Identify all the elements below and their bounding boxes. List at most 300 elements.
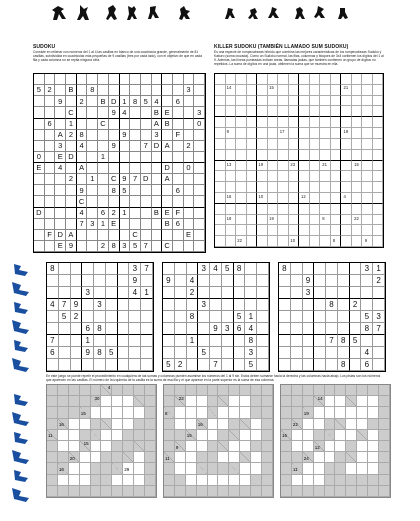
- sudoku-cell[interactable]: [234, 335, 246, 347]
- hex-cell[interactable]: [194, 208, 205, 219]
- sudoku-cell[interactable]: [71, 287, 83, 299]
- hex-cell[interactable]: [34, 185, 45, 196]
- sudoku-cell[interactable]: [106, 335, 118, 347]
- sudoku-cell[interactable]: [118, 347, 130, 359]
- killer-cell[interactable]: [226, 204, 237, 215]
- hex-cell[interactable]: C: [77, 196, 88, 207]
- sudoku-cell[interactable]: [234, 287, 246, 299]
- sudoku-cell[interactable]: 4: [361, 347, 373, 359]
- sudoku-cell[interactable]: 3: [361, 263, 373, 275]
- sudoku-cell[interactable]: 4: [245, 323, 257, 335]
- hex-cell[interactable]: [55, 196, 66, 207]
- killer-cell[interactable]: [268, 236, 279, 247]
- hex-cell[interactable]: [141, 107, 152, 118]
- killer-cell[interactable]: [299, 225, 310, 236]
- killer-cell[interactable]: [341, 74, 352, 85]
- hex-cell[interactable]: [194, 230, 205, 241]
- killer-cell[interactable]: [215, 96, 226, 107]
- hex-cell[interactable]: [120, 196, 131, 207]
- killer-cell[interactable]: [257, 215, 268, 226]
- hex-cell[interactable]: C: [130, 230, 141, 241]
- hex-cell[interactable]: [45, 185, 56, 196]
- hex-cell[interactable]: [77, 85, 88, 96]
- sudoku-cell[interactable]: 3: [373, 311, 385, 323]
- hex-cell[interactable]: E: [162, 208, 173, 219]
- hex-cell[interactable]: [184, 119, 195, 130]
- sudoku-cell[interactable]: [314, 275, 326, 287]
- kakuro-entry-cell[interactable]: [101, 430, 112, 441]
- sudoku-cell[interactable]: [106, 275, 118, 287]
- kakuro-entry-cell[interactable]: [123, 419, 134, 430]
- sudoku-cell[interactable]: [326, 263, 338, 275]
- kakuro-entry-cell[interactable]: [346, 430, 357, 441]
- killer-cell[interactable]: [373, 128, 384, 139]
- hex-cell[interactable]: 3: [184, 85, 195, 96]
- sudoku-cell[interactable]: [163, 263, 175, 275]
- hex-cell[interactable]: [141, 152, 152, 163]
- hex-cell[interactable]: [87, 208, 98, 219]
- killer-cell[interactable]: [236, 204, 247, 215]
- hex-cell[interactable]: [173, 141, 184, 152]
- sudoku-cell[interactable]: [71, 275, 83, 287]
- hex-cell[interactable]: [173, 107, 184, 118]
- killer-cell[interactable]: [352, 85, 363, 96]
- kakuro-entry-cell[interactable]: [335, 430, 346, 441]
- sudoku-cell[interactable]: 8: [279, 263, 291, 275]
- hex-cell[interactable]: [194, 241, 205, 252]
- hex-cell[interactable]: 8: [109, 241, 120, 252]
- killer-cell[interactable]: [331, 128, 342, 139]
- killer-cell[interactable]: [352, 204, 363, 215]
- sudoku-cell[interactable]: [187, 359, 199, 371]
- kakuro-entry-cell[interactable]: [197, 430, 208, 441]
- hex-cell[interactable]: [120, 85, 131, 96]
- hex-cell[interactable]: [34, 141, 45, 152]
- sudoku-cell[interactable]: [82, 311, 94, 323]
- killer-cell[interactable]: [341, 106, 352, 117]
- hex-cell[interactable]: [162, 130, 173, 141]
- kakuro-entry-cell[interactable]: [134, 475, 145, 486]
- hex-cell[interactable]: [173, 85, 184, 96]
- killer-cell[interactable]: [373, 161, 384, 172]
- hex-cell[interactable]: 5: [34, 85, 45, 96]
- killer-cell[interactable]: [278, 150, 289, 161]
- killer-cell[interactable]: [352, 150, 363, 161]
- kakuro-entry-cell[interactable]: [208, 430, 219, 441]
- killer-cell[interactable]: [215, 139, 226, 150]
- sudoku-cell[interactable]: [338, 299, 350, 311]
- killer-cell[interactable]: [310, 96, 321, 107]
- killer-cell[interactable]: [236, 128, 247, 139]
- hex-cell[interactable]: [120, 219, 131, 230]
- sudoku-cell[interactable]: [163, 347, 175, 359]
- kakuro-entry-cell[interactable]: [134, 407, 145, 418]
- killer-cell[interactable]: [331, 204, 342, 215]
- killer-cell[interactable]: [341, 204, 352, 215]
- kakuro-entry-cell[interactable]: [197, 396, 208, 407]
- killer-cell[interactable]: [299, 150, 310, 161]
- killer-cell[interactable]: [352, 236, 363, 247]
- sudoku-cell[interactable]: [141, 347, 153, 359]
- hex-cell[interactable]: 1: [98, 219, 109, 230]
- hex-cell[interactable]: E: [184, 230, 195, 241]
- hex-cell[interactable]: [152, 219, 163, 230]
- kakuro-entry-cell[interactable]: [175, 463, 186, 474]
- kakuro-entry-cell[interactable]: [357, 419, 368, 430]
- hex-cell[interactable]: E: [109, 219, 120, 230]
- hex-cell[interactable]: [194, 130, 205, 141]
- sudoku-cell[interactable]: [326, 359, 338, 371]
- kakuro-entry-cell[interactable]: [368, 452, 379, 463]
- killer-cell[interactable]: [268, 150, 279, 161]
- killer-cell[interactable]: [299, 171, 310, 182]
- sudoku-cell[interactable]: [163, 335, 175, 347]
- hex-cell[interactable]: [87, 107, 98, 118]
- killer-cell[interactable]: [289, 96, 300, 107]
- sudoku-cell[interactable]: 2: [373, 275, 385, 287]
- sudoku-cell[interactable]: [291, 311, 303, 323]
- killer-cell[interactable]: [236, 74, 247, 85]
- sudoku-cell[interactable]: [350, 287, 362, 299]
- hex-cell[interactable]: B: [98, 96, 109, 107]
- killer-cell[interactable]: [320, 85, 331, 96]
- sudoku-cell[interactable]: [71, 347, 83, 359]
- sudoku-cell[interactable]: 4: [187, 275, 199, 287]
- sudoku-cell[interactable]: 4: [129, 287, 141, 299]
- hex-cell[interactable]: [34, 74, 45, 85]
- sudoku-cell[interactable]: [373, 287, 385, 299]
- sudoku-cell[interactable]: [350, 347, 362, 359]
- killer-cell[interactable]: [289, 150, 300, 161]
- killer-cell[interactable]: [373, 96, 384, 107]
- hex-cell[interactable]: 9: [120, 174, 131, 185]
- killer-cell[interactable]: [268, 161, 279, 172]
- killer-cell[interactable]: [278, 139, 289, 150]
- hex-cell[interactable]: [141, 119, 152, 130]
- hex-cell[interactable]: [173, 196, 184, 207]
- hex-cell[interactable]: A: [162, 174, 173, 185]
- killer-cell[interactable]: [247, 96, 258, 107]
- killer-cell[interactable]: [289, 106, 300, 117]
- killer-cell[interactable]: [362, 106, 373, 117]
- sudoku-cell[interactable]: [257, 299, 269, 311]
- hex-cell[interactable]: [55, 185, 66, 196]
- kakuro-entry-cell[interactable]: [208, 419, 219, 430]
- hex-cell[interactable]: [34, 174, 45, 185]
- hex-cell[interactable]: D: [152, 141, 163, 152]
- hex-cell[interactable]: [130, 130, 141, 141]
- killer-cell[interactable]: [247, 204, 258, 215]
- hex-cell[interactable]: E: [34, 163, 45, 174]
- hex-cell[interactable]: [109, 230, 120, 241]
- sudoku-cell[interactable]: [303, 347, 315, 359]
- killer-cell[interactable]: [331, 117, 342, 128]
- hex-cell[interactable]: [173, 241, 184, 252]
- sudoku-cell[interactable]: [59, 347, 71, 359]
- kakuro-entry-cell[interactable]: [303, 441, 314, 452]
- killer-cell[interactable]: [257, 236, 268, 247]
- sudoku-cell[interactable]: [222, 275, 234, 287]
- killer-cell[interactable]: [299, 139, 310, 150]
- sudoku-cell[interactable]: [257, 359, 269, 371]
- killer-cell[interactable]: [236, 171, 247, 182]
- kakuro-entry-cell[interactable]: [368, 441, 379, 452]
- killer-cell[interactable]: [257, 128, 268, 139]
- killer-cell[interactable]: [362, 74, 373, 85]
- killer-cell[interactable]: [331, 74, 342, 85]
- kakuro-entry-cell[interactable]: [186, 452, 197, 463]
- sudoku-cell[interactable]: 3: [222, 323, 234, 335]
- sudoku-cell[interactable]: [47, 323, 59, 335]
- hex-cell[interactable]: 0: [34, 152, 45, 163]
- hex-cell[interactable]: B: [152, 107, 163, 118]
- hex-cell[interactable]: [109, 130, 120, 141]
- killer-cell[interactable]: [310, 236, 321, 247]
- hex-cell[interactable]: 4: [55, 163, 66, 174]
- hex-cell[interactable]: 8: [109, 185, 120, 196]
- sudoku-cell[interactable]: [129, 347, 141, 359]
- sudoku-cell[interactable]: [291, 275, 303, 287]
- hex-cell[interactable]: E: [55, 152, 66, 163]
- kakuro-entry-cell[interactable]: [186, 396, 197, 407]
- sudoku-cell[interactable]: [326, 275, 338, 287]
- hex-cell[interactable]: [98, 196, 109, 207]
- kakuro-entry-cell[interactable]: [123, 396, 134, 407]
- sudoku-cell[interactable]: [210, 335, 222, 347]
- sudoku-cell[interactable]: 5: [59, 311, 71, 323]
- killer-cell[interactable]: [373, 193, 384, 204]
- sudoku-cell[interactable]: [350, 263, 362, 275]
- kakuro-entry-cell[interactable]: [314, 475, 325, 486]
- killer-cell[interactable]: [331, 171, 342, 182]
- killer-cell[interactable]: [247, 215, 258, 226]
- killer-cell[interactable]: [310, 204, 321, 215]
- sudoku-cell[interactable]: [175, 275, 187, 287]
- hex-cell[interactable]: [98, 107, 109, 118]
- sudoku-cell[interactable]: 5: [234, 311, 246, 323]
- sudoku-cell[interactable]: [210, 299, 222, 311]
- sudoku-cell[interactable]: [175, 299, 187, 311]
- sudoku-cell[interactable]: 3: [82, 287, 94, 299]
- killer-cell[interactable]: [289, 215, 300, 226]
- sudoku-cell[interactable]: [118, 323, 130, 335]
- hex-cell[interactable]: 6: [98, 208, 109, 219]
- killer-cell[interactable]: [362, 128, 373, 139]
- hex-cell[interactable]: [120, 163, 131, 174]
- hex-cell[interactable]: [87, 185, 98, 196]
- sudoku-cell[interactable]: [141, 275, 153, 287]
- sudoku-cell[interactable]: [303, 323, 315, 335]
- killer-cell[interactable]: [247, 117, 258, 128]
- killer-cell[interactable]: [257, 117, 268, 128]
- hex-cell[interactable]: [141, 85, 152, 96]
- kakuro-entry-cell[interactable]: [357, 396, 368, 407]
- hex-cell[interactable]: 1: [87, 174, 98, 185]
- sudoku-cell[interactable]: [198, 287, 210, 299]
- sudoku-cell[interactable]: [175, 323, 187, 335]
- killer-cell[interactable]: [215, 193, 226, 204]
- hex-cell[interactable]: [162, 96, 173, 107]
- hex-cell[interactable]: [87, 130, 98, 141]
- sudoku-cell[interactable]: 4: [47, 299, 59, 311]
- kakuro-entry-cell[interactable]: [325, 396, 336, 407]
- killer-cell[interactable]: [247, 182, 258, 193]
- sudoku-cell[interactable]: [279, 359, 291, 371]
- hex-cell[interactable]: 4: [77, 208, 88, 219]
- killer-cell[interactable]: [310, 74, 321, 85]
- killer-cell[interactable]: [299, 96, 310, 107]
- killer-cell[interactable]: [268, 96, 279, 107]
- sudoku-cell[interactable]: [141, 299, 153, 311]
- killer-cell[interactable]: [289, 182, 300, 193]
- killer-cell[interactable]: [268, 182, 279, 193]
- sudoku-cell[interactable]: [279, 287, 291, 299]
- hex-cell[interactable]: [45, 174, 56, 185]
- hex-cell[interactable]: [87, 196, 98, 207]
- sudoku-cell[interactable]: 5: [350, 335, 362, 347]
- killer-cell[interactable]: [373, 171, 384, 182]
- sudoku-cell[interactable]: [59, 335, 71, 347]
- sudoku-cell[interactable]: [118, 311, 130, 323]
- killer-cell[interactable]: [362, 96, 373, 107]
- sudoku-cell[interactable]: 8: [338, 359, 350, 371]
- kakuro-entry-cell[interactable]: [91, 407, 102, 418]
- kakuro-entry-cell[interactable]: [251, 430, 262, 441]
- killer-cell[interactable]: [373, 236, 384, 247]
- sudoku-cell[interactable]: 1: [373, 263, 385, 275]
- killer-cell[interactable]: [257, 171, 268, 182]
- sudoku-cell[interactable]: [129, 299, 141, 311]
- killer-cell[interactable]: [299, 236, 310, 247]
- sudoku-cell[interactable]: 9: [210, 323, 222, 335]
- hex-cell[interactable]: [45, 130, 56, 141]
- hex-cell[interactable]: [173, 174, 184, 185]
- sudoku-cell[interactable]: [163, 311, 175, 323]
- killer-cell[interactable]: [236, 139, 247, 150]
- sudoku-cell[interactable]: [47, 359, 59, 371]
- kakuro-entry-cell[interactable]: [58, 441, 69, 452]
- killer-cell[interactable]: [362, 85, 373, 96]
- sudoku-cell[interactable]: 7: [210, 359, 222, 371]
- killer-cell[interactable]: [247, 161, 258, 172]
- killer-cell[interactable]: [341, 150, 352, 161]
- killer-cell[interactable]: [247, 236, 258, 247]
- killer-cell[interactable]: [331, 215, 342, 226]
- sudoku-cell[interactable]: [222, 311, 234, 323]
- killer-cell[interactable]: [373, 85, 384, 96]
- hex-cell[interactable]: 7: [130, 174, 141, 185]
- sudoku-cell[interactable]: [94, 335, 106, 347]
- sudoku-cell[interactable]: 7: [47, 335, 59, 347]
- sudoku-cell[interactable]: [82, 263, 94, 275]
- sudoku-cell[interactable]: [338, 287, 350, 299]
- killer-cell[interactable]: [299, 215, 310, 226]
- sudoku-cell[interactable]: [118, 275, 130, 287]
- killer-cell[interactable]: [215, 204, 226, 215]
- kakuro-entry-cell[interactable]: [292, 475, 303, 486]
- kakuro-entry-cell[interactable]: [229, 475, 240, 486]
- kakuro-entry-cell[interactable]: [69, 463, 80, 474]
- hex-cell[interactable]: 1: [66, 119, 77, 130]
- hex-cell[interactable]: D: [141, 174, 152, 185]
- hex-cell[interactable]: [98, 185, 109, 196]
- sudoku-cell[interactable]: [291, 299, 303, 311]
- killer-cell[interactable]: [278, 85, 289, 96]
- hex-cell[interactable]: [45, 96, 56, 107]
- hex-cell[interactable]: [194, 219, 205, 230]
- sudoku-cell[interactable]: [82, 359, 94, 371]
- hex-cell[interactable]: [141, 163, 152, 174]
- killer-cell[interactable]: [289, 139, 300, 150]
- hex-cell[interactable]: D: [109, 96, 120, 107]
- hex-cell[interactable]: [141, 208, 152, 219]
- sudoku-cell[interactable]: [222, 335, 234, 347]
- kakuro-entry-cell[interactable]: [112, 419, 123, 430]
- sudoku-cell[interactable]: 9: [129, 275, 141, 287]
- killer-cell[interactable]: [236, 215, 247, 226]
- hex-cell[interactable]: [184, 74, 195, 85]
- sudoku-cell[interactable]: [106, 287, 118, 299]
- sudoku-cell[interactable]: [279, 311, 291, 323]
- kakuro-entry-cell[interactable]: [101, 407, 112, 418]
- sudoku-cell[interactable]: [82, 275, 94, 287]
- hex-cell[interactable]: [45, 241, 56, 252]
- hex-cell[interactable]: [34, 230, 45, 241]
- sudoku-cell[interactable]: [106, 323, 118, 335]
- killer-cell[interactable]: [257, 204, 268, 215]
- kakuro-entry-cell[interactable]: [346, 407, 357, 418]
- sudoku-cell[interactable]: 6: [82, 323, 94, 335]
- killer-cell[interactable]: [320, 204, 331, 215]
- sudoku-cell[interactable]: [141, 359, 153, 371]
- sudoku-cell[interactable]: [141, 323, 153, 335]
- hex-cell[interactable]: [109, 74, 120, 85]
- kakuro-entry-cell[interactable]: [229, 396, 240, 407]
- killer-cell[interactable]: [215, 85, 226, 96]
- hex-cell[interactable]: [130, 152, 141, 163]
- hex-cell[interactable]: [77, 152, 88, 163]
- killer-cell[interactable]: [289, 128, 300, 139]
- sudoku-cell[interactable]: 3: [303, 287, 315, 299]
- hex-cell[interactable]: A: [162, 141, 173, 152]
- killer-cell[interactable]: [215, 236, 226, 247]
- sudoku-cell[interactable]: [222, 359, 234, 371]
- sudoku-cell[interactable]: [141, 311, 153, 323]
- sudoku-cell[interactable]: [373, 359, 385, 371]
- hex-cell[interactable]: [152, 85, 163, 96]
- sudoku-cell[interactable]: [279, 347, 291, 359]
- killer-cell[interactable]: [289, 225, 300, 236]
- hex-cell[interactable]: [34, 196, 45, 207]
- kakuro-entry-cell[interactable]: [112, 475, 123, 486]
- kakuro-entry-cell[interactable]: [58, 475, 69, 486]
- hex-cell[interactable]: [77, 241, 88, 252]
- kakuro-entry-cell[interactable]: [303, 419, 314, 430]
- sudoku-cell[interactable]: [222, 299, 234, 311]
- hex-cell[interactable]: [120, 141, 131, 152]
- killer-cell[interactable]: [289, 117, 300, 128]
- hex-cell[interactable]: [66, 208, 77, 219]
- hex-cell[interactable]: [87, 119, 98, 130]
- hex-cell[interactable]: B: [162, 119, 173, 130]
- sudoku-cell[interactable]: 7: [326, 335, 338, 347]
- sudoku-cell[interactable]: [210, 347, 222, 359]
- hex-cell[interactable]: [66, 196, 77, 207]
- hex-cell[interactable]: 1: [120, 96, 131, 107]
- sudoku-cell[interactable]: [175, 311, 187, 323]
- kakuro-entry-cell[interactable]: [197, 441, 208, 452]
- sudoku-cell[interactable]: [129, 359, 141, 371]
